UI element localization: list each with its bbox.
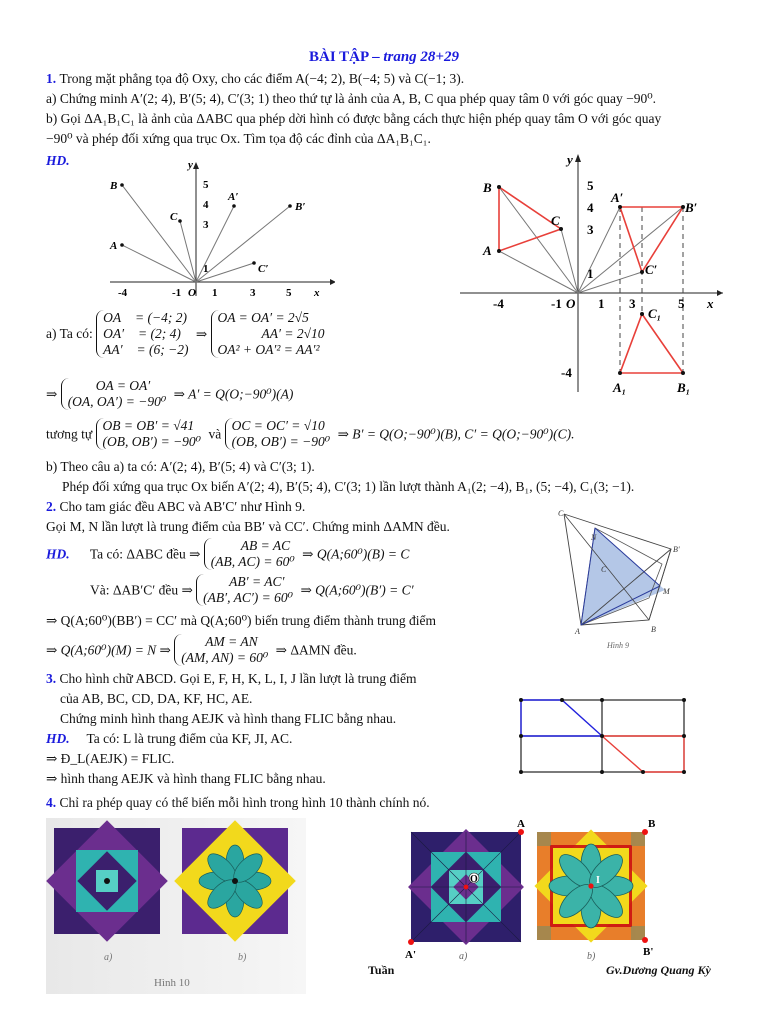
label-A: A <box>483 243 492 258</box>
svg-text:N: N <box>591 533 597 542</box>
pattern-b <box>534 829 647 942</box>
ex3-hd3: ⇒ hình thang AEJK và hình thang FLIC bằng nhau. <box>46 771 326 786</box>
label-A-prime: A′ <box>611 190 624 205</box>
ytick-3: 3 <box>203 219 209 231</box>
figure-9-caption: Hình 9 <box>607 641 629 650</box>
pattern-a-photo <box>46 820 168 942</box>
ex1-line2: a) Chứng minh A′(2; 4), B′(5; 4), C′(3; 1) theo thứ tự là ảnh của A, B, C qua phép quay tâm 0 với góc quay −90⁰. <box>46 91 657 106</box>
figure-10-caption: Hình 10 <box>154 977 190 989</box>
xtick--1: -1 <box>172 287 182 299</box>
graph-right <box>455 152 730 397</box>
label-B-prime: B′ <box>685 200 698 215</box>
ex2-hd-line3: ⇒ Q(A;60⁰)(BB′) = CC′ mà Q(A;60⁰) biến trung điểm thành trung điểm <box>46 613 436 628</box>
ex3-hd: HD. Ta có: L là trung điểm của KF, JI, AC. <box>46 731 293 746</box>
label-C-prime: C′ <box>258 263 269 275</box>
ytick--4: -4 <box>561 365 572 380</box>
ytick-3: 3 <box>587 222 594 237</box>
xtick-3: 3 <box>629 296 636 311</box>
drawing-label-b: b) <box>587 951 596 962</box>
svg-text:B': B' <box>673 545 680 554</box>
label-B-prime: B′ <box>295 201 306 213</box>
ytick-5: 5 <box>203 179 209 191</box>
label-A: A <box>517 818 525 830</box>
ex2-line2: Gọi M, N lần lượt là trung điểm của BB′ và CC′. Chứng minh ΔAMN đều. <box>46 519 450 534</box>
ex1-part-b2: Phép đối xứng qua trục Ox biến A′(2; 4), B′(5; 4), C′(3; 1) lần lượt thành A₁(2; −4), B₁, (5; −4), C₁(3; −1). <box>62 479 635 494</box>
pattern-b-photo <box>174 820 296 942</box>
ytick-1: 1 <box>587 266 594 281</box>
xtick-5: 5 <box>286 287 292 299</box>
label-B1: B₁ <box>677 380 691 395</box>
label-A2: A' <box>405 949 416 961</box>
point-A2-marker <box>408 939 414 945</box>
svg-text:M: M <box>663 587 670 596</box>
pattern-a <box>408 829 524 945</box>
x-axis-label: x <box>314 287 320 299</box>
ex1-conclusion-a: ⇒ OA = OA′ (OA, OA′) = −90⁰ ⇒ A′ = Q(O;−90⁰)(A) <box>46 378 294 409</box>
point-A <box>120 243 124 247</box>
ex1-part-b1: b) Theo câu a) ta có: A′(2; 4), B′(5; 4) và C′(3; 1). <box>46 459 315 474</box>
ex2-line1: 2. Cho tam giác đều ABC và AB′C′ như Hình 9. <box>46 499 306 514</box>
ex4-line1: 4. Chỉ ra phép quay có thể biến mỗi hình trong hình 10 thành chính nó. <box>46 795 430 810</box>
page-title: BÀI TẬP – trang 28+29 <box>309 49 459 65</box>
ex1-line4: −90⁰ và phép đối xứng qua trục Ox. Tìm tọa độ các đỉnh của ΔA₁B₁C₁. <box>46 131 431 146</box>
figure-9 <box>555 508 695 653</box>
y-axis-label: y <box>567 152 573 167</box>
origin-label: O <box>566 296 576 311</box>
svg-text:C: C <box>601 565 607 574</box>
ytick-5: 5 <box>587 178 594 193</box>
point-B <box>120 183 124 187</box>
ex1-hd: HD. <box>46 153 70 168</box>
label-A1: A₁ <box>613 380 627 395</box>
svg-text:A: A <box>575 627 580 636</box>
xtick--4: -4 <box>118 287 128 299</box>
ex3-line2: của AB, BC, CD, DA, KF, HC, AE. <box>60 691 253 706</box>
origin-label: O <box>188 287 196 299</box>
drawing-label-a: a) <box>459 951 468 962</box>
ex2-hd-line2: Và: ΔAB′C′ đều ⇒ AB′ = AC′ (AB′, AC′) = 60⁰ ⇒ Q(A;60⁰)(B′) = C′ <box>90 574 414 605</box>
figure-rectangle <box>515 694 695 778</box>
label-C: C <box>170 211 178 223</box>
xtick-1: 1 <box>212 287 218 299</box>
label-A: A <box>110 240 118 252</box>
x-axis-label: x <box>707 296 714 311</box>
ex3-line1: 3. Cho hình chữ ABCD. Gọi E, F, H, K, L, I, J lần lượt là trung điểm <box>46 671 417 686</box>
point-A-prime <box>232 204 236 208</box>
point-C-prime <box>252 261 256 265</box>
label-B: B <box>648 818 656 830</box>
label-B: B <box>110 180 118 192</box>
figure-10-drawing <box>405 815 670 970</box>
svg-text:C: C <box>558 509 564 518</box>
xtick-3: 3 <box>250 287 256 299</box>
ex3-hd2: ⇒ Đ_L(AEJK) = FLIC. <box>46 751 175 766</box>
xtick-1: 1 <box>598 296 605 311</box>
xtick--1: -1 <box>551 296 562 311</box>
photo-label-b: b) <box>238 952 247 963</box>
svg-text:B: B <box>651 625 656 634</box>
footer-author: Gv.Dương Quang Kỳ <box>606 963 711 977</box>
label-C1: C₁ <box>648 306 662 321</box>
point-B-prime <box>288 204 292 208</box>
ex1-line3: b) Gọi ΔA₁B₁C₁ là ảnh của ΔABC qua phép dời hình có được bằng cách thực hiện phép quay tâm O với góc quay <box>46 111 662 126</box>
ytick-4: 4 <box>203 199 209 211</box>
ex2-hd-line1: HD. Ta có: ΔABC đều ⇒ AB = AC (AB, AC) = 60⁰ ⇒ Q(A;60⁰)(B) = C <box>46 538 410 569</box>
label-B: B <box>483 180 492 195</box>
ex3-line3: Chứng minh hình thang AEJK và hình thang FLIC bằng nhau. <box>60 711 397 726</box>
footer-left: Tuần <box>368 963 395 977</box>
label-B2: B' <box>643 946 654 958</box>
ex1-line1: 1. Trong mặt phẳng tọa độ Oxy, cho các điểm A(−4; 2), B(−4; 5) và C(−1; 3). <box>46 71 465 86</box>
xtick--4: -4 <box>493 296 504 311</box>
label-A-prime: A′ <box>228 191 239 203</box>
graph-left <box>100 160 335 300</box>
label-I: I <box>596 875 600 886</box>
label-C-prime: C′ <box>645 262 658 277</box>
ytick-1: 1 <box>203 263 209 275</box>
label-C: C <box>551 213 560 228</box>
ex1-part-a: a) Ta có: OA⃗ = (−4; 2) OA′⃗ = (2; 4) AA′⃗ = (6; −2) ⇒ OA = OA′ = 2√5 AA′ = 2√10 OA² + OA′² = AA′² <box>46 310 328 358</box>
label-O: O <box>470 874 478 885</box>
ex1-similarly: tương tự OB = OB′ = √41 (OB, OB′) = −90⁰ và OC = OC′ = √10 (OB, OB′) = −90⁰ ⇒ B′ = Q(O;−90⁰)(B), C′ = Q(O;−90⁰)(C). <box>46 418 575 449</box>
point-C <box>178 219 182 223</box>
point-B2-marker <box>642 937 648 943</box>
y-axis-label: y <box>188 160 193 171</box>
figure-10-photo <box>46 818 306 994</box>
xtick-5: 5 <box>678 296 685 311</box>
ex2-hd-line4: ⇒ Q(A;60⁰)(M) = N ⇒ AM = AN (AM, AN) = 60⁰ ⇒ ΔAMN đều. <box>46 634 357 665</box>
ytick-4: 4 <box>587 200 594 215</box>
photo-label-a: a) <box>104 952 113 963</box>
